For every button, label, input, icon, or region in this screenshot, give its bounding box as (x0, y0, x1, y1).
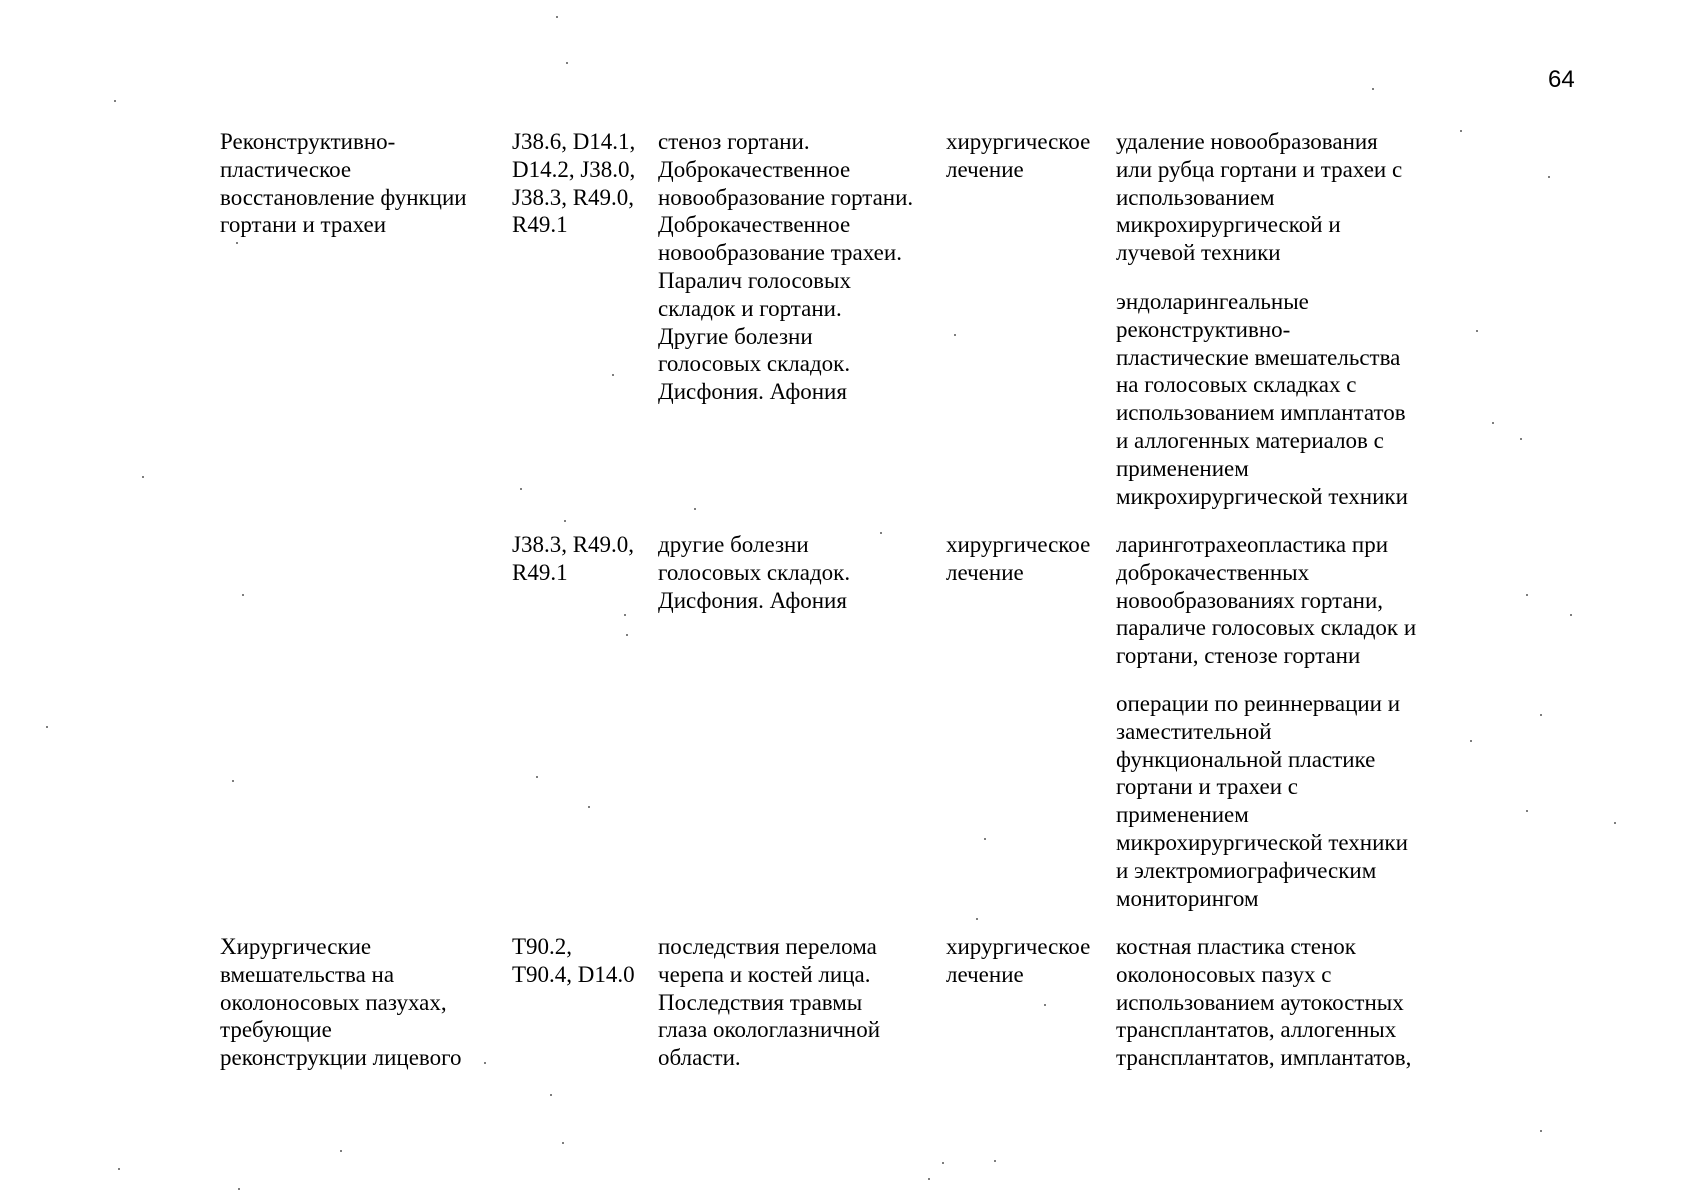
treatment-method-cell: операции по реиннервации и заместительной функциональной пластике гортани и трахеи с применением микрохирургической техники и электромиографическим мониторингом (1116, 691, 1408, 911)
scan-speck (1614, 822, 1616, 824)
diagnosis-cell: последствия перелома черепа и костей лица. Последствия травмы глаза окологлазничной области. (658, 934, 881, 1071)
scan-speck (484, 1062, 486, 1064)
icd-codes-cell: T90.2, T90.4, D14.0 (512, 934, 635, 987)
icd-codes-cell: J38.3, R49.0, R49.1 (512, 532, 635, 585)
treatment-method-cell: эндоларингеальные реконструктивно- пластические вмешательства на голосовых складках с использованием имплантатов и аллогенных материалов с применением микрохирургической техники (1116, 289, 1408, 509)
diagnosis-cell: стеноз гортани. Доброкачественное новообразование гортани. Доброкачественное новообразование трахеи. Паралич голосовых складок и гортани. Другие болезни голосовых складок. Дисфония. Афония (658, 129, 914, 405)
scan-speck (340, 1150, 342, 1152)
scan-speck (550, 1094, 552, 1096)
scan-speck (118, 1168, 120, 1170)
scan-speck (942, 1162, 944, 1164)
treatment-type-cell: хирургическое лечение (946, 934, 1091, 987)
scan-speck (1372, 88, 1374, 90)
scan-speck (566, 62, 568, 64)
scan-speck (238, 1188, 240, 1190)
scan-speck (626, 634, 628, 636)
scan-speck (114, 100, 116, 102)
icd-codes-cell: J38.6, D14.1, D14.2, J38.0, J38.3, R49.0, R49.1 (512, 129, 636, 238)
scan-speck (1520, 438, 1522, 440)
page-number: 64 (1548, 66, 1575, 93)
treatment-method-cell: удаление новообразования или рубца гортани и трахеи с использованием микрохирургической и лучевой техники (1116, 129, 1403, 266)
diagnosis-cell: другие болезни голосовых складок. Дисфония. Афония (658, 532, 851, 613)
scan-speck (46, 726, 48, 728)
scan-speck (242, 594, 244, 596)
treatment-method-cell: ларинготрахеопластика при доброкачественных новообразованиях гортани, параличе голосовых складок и гортани, стенозе гортани (1116, 532, 1417, 669)
treatment-type-cell: хирургическое лечение (946, 129, 1091, 182)
scan-speck (1526, 594, 1528, 596)
scan-speck (236, 242, 238, 244)
scan-speck (232, 780, 234, 782)
scan-speck (694, 508, 696, 510)
scan-speck (612, 374, 614, 376)
scan-speck (984, 838, 986, 840)
scan-speck (1044, 1004, 1046, 1006)
scan-speck (1540, 714, 1542, 716)
scan-speck (520, 488, 522, 490)
scan-speck (562, 1142, 564, 1144)
scan-speck (536, 776, 538, 778)
scan-speck (1470, 740, 1472, 742)
scan-speck (1492, 422, 1494, 424)
scan-speck (142, 476, 144, 478)
scan-speck (994, 1160, 996, 1162)
scan-speck (1570, 614, 1572, 616)
scan-speck (1460, 130, 1462, 132)
scan-speck (588, 806, 590, 808)
procedure-group-cell: Реконструктивно- пластическое восстановление функции гортани и трахеи (220, 129, 467, 238)
procedure-group-cell: Хирургические вмешательства на околоносовых пазухах, требующие реконструкции лицевого (220, 934, 462, 1071)
scan-speck (928, 1178, 930, 1180)
scan-speck (556, 16, 558, 18)
scan-speck (954, 334, 956, 336)
scan-speck (624, 614, 626, 616)
treatment-method-cell: костная пластика стенок околоносовых пазух с использованием аутокостных трансплантатов, аллогенных трансплантатов, имплантатов, (1116, 934, 1412, 1071)
scan-speck (1540, 1130, 1542, 1132)
scan-speck (880, 532, 882, 534)
scan-speck (976, 918, 978, 920)
treatment-type-cell: хирургическое лечение (946, 532, 1091, 585)
scan-speck (1526, 810, 1528, 812)
scan-speck (1548, 176, 1550, 178)
scan-speck (1476, 330, 1478, 332)
scan-speck (564, 520, 566, 522)
